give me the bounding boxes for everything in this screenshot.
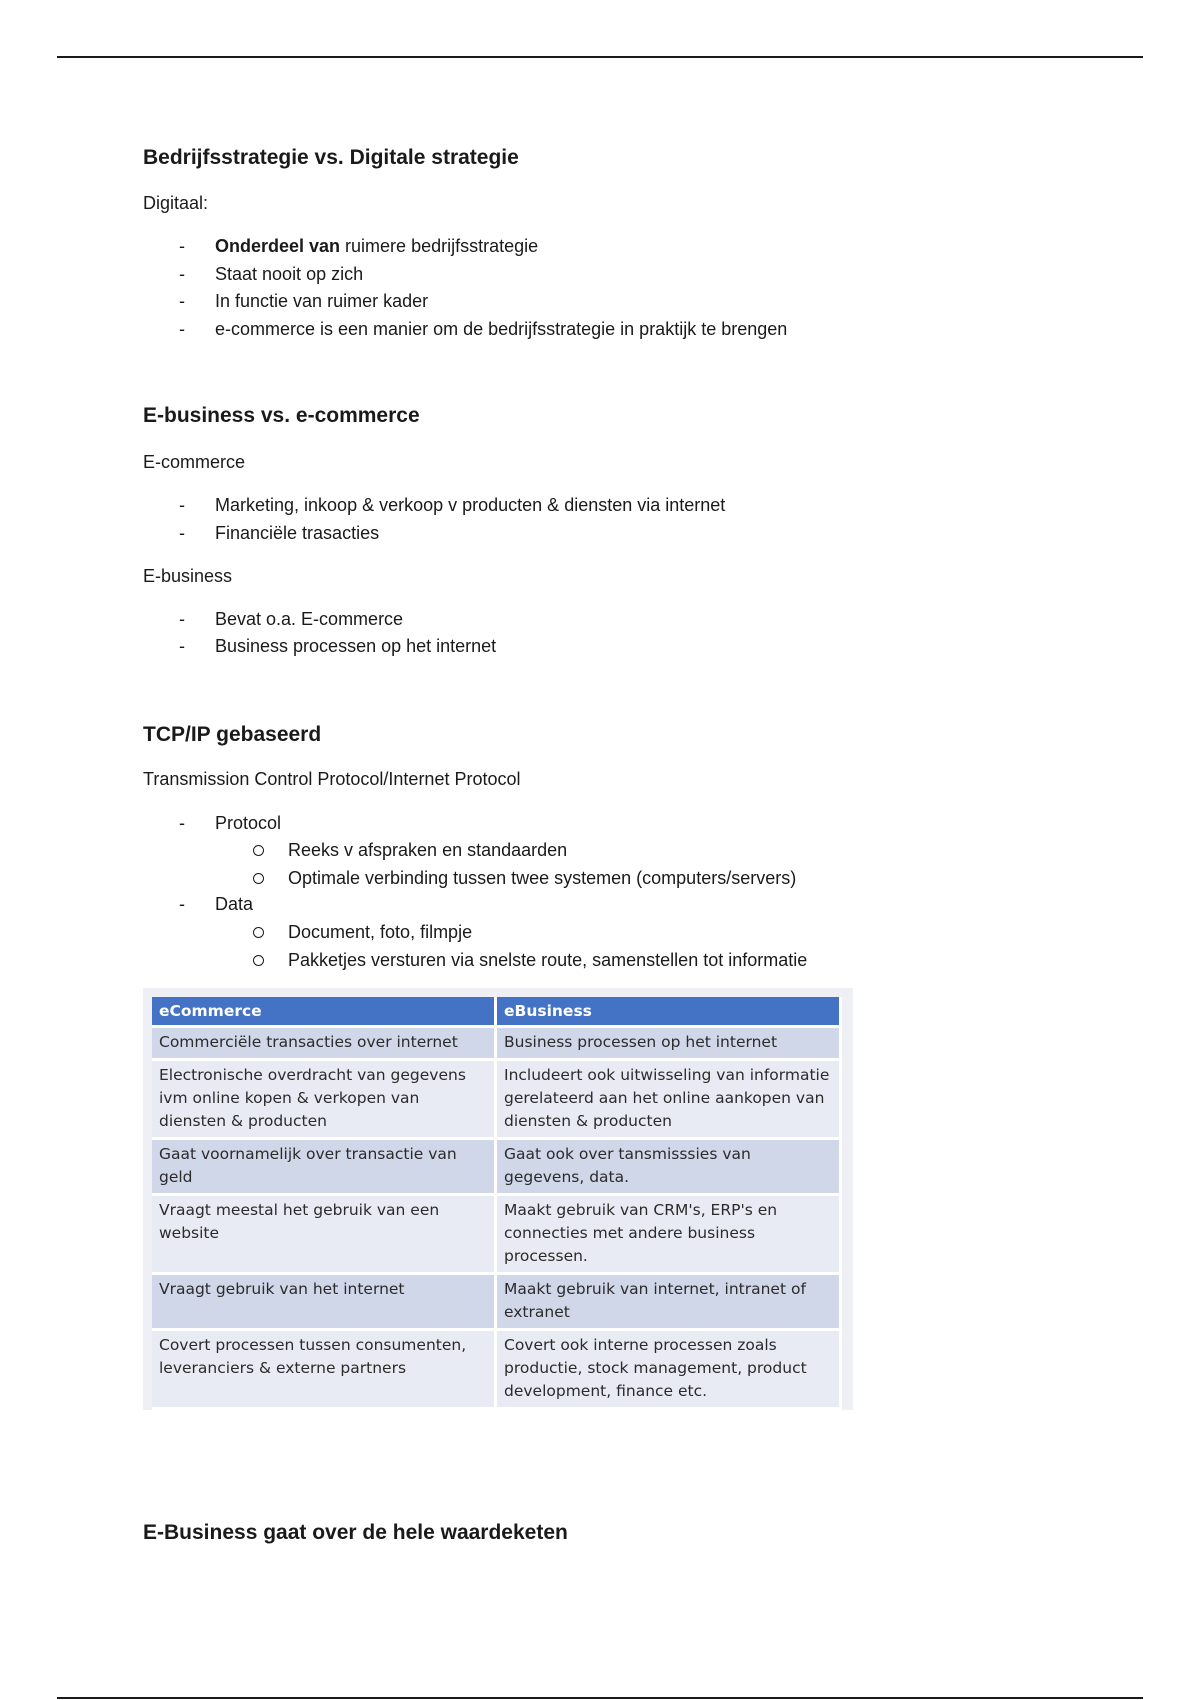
- table-header-ebusiness: eBusiness: [496, 997, 841, 1027]
- table-row: [152, 1274, 841, 1330]
- comparison-table-container: [143, 988, 853, 1410]
- top-rule: [57, 56, 1143, 58]
- list-item-text: Protocol: [215, 813, 282, 833]
- table-cell: Commerciële transacties over internet: [152, 1027, 496, 1060]
- intro-digitaal: Digitaal:: [143, 193, 209, 213]
- list-item-text: [215, 236, 538, 257]
- comparison-table: [152, 997, 842, 1410]
- bullet-dash: -: [179, 523, 185, 543]
- bullet-dash: -: [179, 813, 185, 833]
- circle-bullet-icon: [253, 873, 264, 884]
- table-cell: Covert ook interne processen zoals productie, stock management, product development, finance etc.: [496, 1330, 841, 1409]
- list-item-text: Bevat o.a. E-commerce: [215, 609, 404, 629]
- intro-tcpip: Transmission Control Protocol/Internet Protocol: [143, 769, 521, 789]
- table-cell: Business processen op het internet: [496, 1027, 841, 1060]
- list-item-text: Data: [215, 894, 254, 914]
- circle-bullet-icon: [253, 845, 264, 856]
- table-row: [152, 1139, 841, 1195]
- table-cell: Vraagt gebruik van het internet: [152, 1274, 496, 1330]
- table-cell: Includeert ook uitwisseling van informatie gerelateerd aan het online aankopen van diensten & producten: [496, 1060, 841, 1139]
- section-heading-value-chain: E-Business gaat over de hele waardeketen: [143, 1521, 568, 1544]
- sub-list-item-text: Document, foto, filmpje: [288, 922, 473, 942]
- table-cell: Electronische overdracht van gegevens ivm online kopen & verkopen van diensten & producten: [152, 1060, 496, 1139]
- table-cell: Covert processen tussen consumenten, leveranciers & externe partners: [152, 1330, 496, 1409]
- table-cell: Gaat voornamelijk over transactie van geld: [152, 1139, 496, 1195]
- bullet-dash: -: [179, 609, 185, 629]
- section-heading-ebusiness: E-business vs. e-commerce: [143, 404, 420, 427]
- bullet-dash: -: [179, 319, 185, 339]
- label-ebusiness: E-business: [143, 566, 233, 586]
- section-heading-strategy: Bedrijfsstrategie vs. Digitale strategie: [143, 146, 519, 169]
- list-item-text: Business processen op het internet: [215, 636, 497, 656]
- bullet-dash: -: [179, 894, 185, 914]
- table-cell: Gaat ook over tansmisssies van gegevens, data.: [496, 1139, 841, 1195]
- table-header-ecommerce: eCommerce: [152, 997, 496, 1027]
- table-row: [152, 1330, 841, 1409]
- list-item-rest: ruimere bedrijfsstrategie: [340, 236, 539, 256]
- bullet-dash: -: [179, 264, 185, 284]
- sub-list-item-text: Reeks v afspraken en standaarden: [288, 840, 568, 860]
- bullet-dash: -: [179, 495, 185, 515]
- table-header-row: [152, 997, 841, 1027]
- bullet-dash: -: [179, 236, 185, 256]
- list-item-text: Staat nooit op zich: [215, 264, 364, 284]
- list-item-text: Marketing, inkoop & verkoop v producten & diensten via internet: [215, 495, 726, 515]
- list-item-text: e-commerce is een manier om de bedrijfsstrategie in praktijk te brengen: [215, 319, 788, 339]
- circle-bullet-icon: [253, 927, 264, 938]
- table-cell: Maakt gebruik van CRM's, ERP's en connecties met andere business processen.: [496, 1195, 841, 1274]
- table-row: [152, 1027, 841, 1060]
- list-item-text: Financiële trasacties: [215, 523, 380, 543]
- table-cell: Maakt gebruik van internet, intranet of extranet: [496, 1274, 841, 1330]
- sub-list-item-text: Optimale verbinding tussen twee systemen (computers/servers): [288, 868, 797, 888]
- bottom-rule: [57, 1697, 1143, 1699]
- section-heading-tcpip: TCP/IP gebaseerd: [143, 723, 322, 746]
- list-item-text: In functie van ruimer kader: [215, 291, 429, 311]
- list-item-bold: Onderdeel van: [215, 236, 341, 256]
- label-ecommerce: E-commerce: [143, 452, 246, 472]
- table-row: [152, 1195, 841, 1274]
- table-cell: Vraagt meestal het gebruik van een website: [152, 1195, 496, 1274]
- circle-bullet-icon: [253, 955, 264, 966]
- sub-list-item-text: Pakketjes versturen via snelste route, samenstellen tot informatie: [288, 950, 808, 970]
- table-row: [152, 1060, 841, 1139]
- bullet-dash: -: [179, 291, 185, 311]
- bullet-dash: -: [179, 636, 185, 656]
